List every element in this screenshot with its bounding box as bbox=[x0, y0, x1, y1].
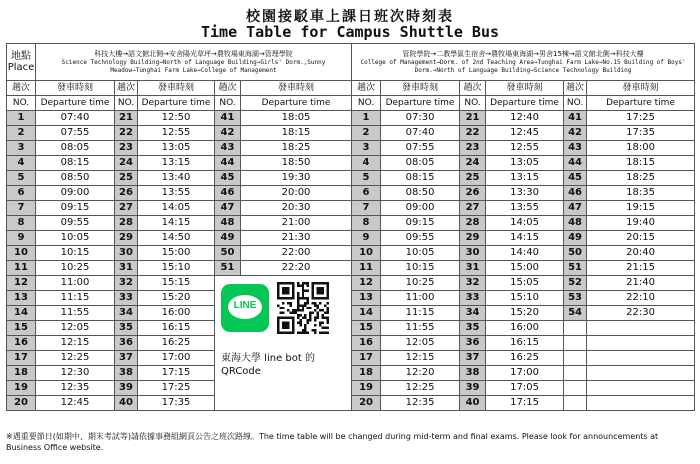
departure-time: 12:35 bbox=[36, 381, 115, 396]
trip-number: 46 bbox=[564, 186, 587, 201]
header-trip-en: NO. bbox=[7, 96, 36, 111]
departure-time: 08:05 bbox=[36, 141, 115, 156]
departure-time: 14:40 bbox=[486, 246, 564, 261]
trip-number: 20 bbox=[352, 396, 381, 411]
departure-time bbox=[587, 381, 695, 396]
departure-time: 09:00 bbox=[381, 201, 460, 216]
departure-time: 11:00 bbox=[36, 276, 115, 291]
departure-time: 11:15 bbox=[36, 291, 115, 306]
trip-number: 53 bbox=[564, 291, 587, 306]
header-trip-en: NO. bbox=[352, 96, 381, 111]
trip-number: 12 bbox=[7, 276, 36, 291]
trip-number: 43 bbox=[215, 141, 241, 156]
trip-number: 47 bbox=[564, 201, 587, 216]
departure-time: 13:15 bbox=[486, 171, 564, 186]
trip-number: 34 bbox=[115, 306, 138, 321]
departure-time: 21:15 bbox=[587, 261, 695, 276]
trip-number: 24 bbox=[460, 156, 486, 171]
trip-number: 13 bbox=[352, 291, 381, 306]
trip-number: 35 bbox=[460, 321, 486, 336]
trip-number: 1 bbox=[7, 111, 36, 126]
trip-number: 4 bbox=[7, 156, 36, 171]
departure-time: 15:20 bbox=[138, 291, 215, 306]
trip-number: 1 bbox=[352, 111, 381, 126]
trip-number: 49 bbox=[215, 231, 241, 246]
departure-time: 18:25 bbox=[587, 171, 695, 186]
trip-number: 30 bbox=[460, 246, 486, 261]
departure-time: 13:05 bbox=[138, 141, 215, 156]
trip-number: 45 bbox=[215, 171, 241, 186]
timetable-body bbox=[7, 44, 695, 411]
departure-time: 18:25 bbox=[241, 141, 352, 156]
trip-number: 30 bbox=[115, 246, 138, 261]
table-row bbox=[7, 276, 695, 291]
trip-number: 23 bbox=[115, 141, 138, 156]
trip-number: 33 bbox=[115, 291, 138, 306]
departure-time: 10:25 bbox=[36, 261, 115, 276]
header-dep-en: Departure time bbox=[381, 96, 460, 111]
trip-number: 31 bbox=[115, 261, 138, 276]
trip-number bbox=[564, 351, 587, 366]
header-row-zh bbox=[7, 81, 695, 96]
departure-time: 12:15 bbox=[381, 351, 460, 366]
route-right bbox=[352, 44, 695, 81]
trip-number bbox=[564, 381, 587, 396]
header-dep-zh: 發車時刻 bbox=[241, 81, 352, 96]
table-row bbox=[7, 216, 695, 231]
departure-time: 14:05 bbox=[138, 201, 215, 216]
departure-time: 12:05 bbox=[381, 336, 460, 351]
trip-number: 2 bbox=[352, 126, 381, 141]
trip-number: 5 bbox=[352, 171, 381, 186]
trip-number: 50 bbox=[564, 246, 587, 261]
header-trip-zh: 趟次 bbox=[352, 81, 381, 96]
trip-number: 16 bbox=[7, 336, 36, 351]
header-dep-zh: 發車時刻 bbox=[587, 81, 695, 96]
departure-time: 18:15 bbox=[241, 126, 352, 141]
trip-number: 34 bbox=[460, 306, 486, 321]
departure-time: 20:40 bbox=[587, 246, 695, 261]
trip-number: 19 bbox=[352, 381, 381, 396]
departure-time: 16:15 bbox=[138, 321, 215, 336]
departure-time: 08:15 bbox=[381, 171, 460, 186]
departure-time: 07:40 bbox=[381, 126, 460, 141]
line-qr-panel bbox=[215, 276, 340, 405]
route-right-zh: 管院學院→二教學區生宿舍→農牧場東海湖→男舍15棟→語文館北側→科技大樓 bbox=[402, 49, 644, 58]
departure-time: 13:30 bbox=[486, 186, 564, 201]
departure-time: 13:15 bbox=[138, 156, 215, 171]
table-row bbox=[7, 261, 695, 276]
departure-time: 11:00 bbox=[381, 291, 460, 306]
header-trip-zh: 趟次 bbox=[115, 81, 138, 96]
route-left bbox=[36, 44, 352, 81]
trip-number: 51 bbox=[564, 261, 587, 276]
trip-number: 27 bbox=[460, 201, 486, 216]
header-dep-zh: 發車時刻 bbox=[138, 81, 215, 96]
departure-time: 12:45 bbox=[36, 396, 115, 411]
departure-time: 14:05 bbox=[486, 216, 564, 231]
departure-time bbox=[587, 396, 695, 411]
departure-time: 09:55 bbox=[381, 231, 460, 246]
qr-code-icon[interactable] bbox=[277, 282, 329, 334]
trip-number: 25 bbox=[115, 171, 138, 186]
trip-number: 45 bbox=[564, 171, 587, 186]
departure-time: 14:15 bbox=[138, 216, 215, 231]
departure-time: 19:30 bbox=[241, 171, 352, 186]
departure-time bbox=[587, 366, 695, 381]
trip-number: 32 bbox=[460, 276, 486, 291]
trip-number: 25 bbox=[460, 171, 486, 186]
header-dep-en: Departure time bbox=[36, 96, 115, 111]
table-row bbox=[7, 141, 695, 156]
trip-number: 23 bbox=[460, 141, 486, 156]
footer-note: ※遇重要節日(如期中、期末考試等)請依據事務組網頁公告之班次路線。The time table will be changed during mid-term and final exams. Please look for announcements at Business Office website. bbox=[6, 432, 659, 452]
departure-time: 07:55 bbox=[36, 126, 115, 141]
trip-number bbox=[564, 366, 587, 381]
trip-number: 47 bbox=[215, 201, 241, 216]
trip-number: 15 bbox=[352, 321, 381, 336]
header-trip-zh: 趟次 bbox=[460, 81, 486, 96]
departure-time: 18:00 bbox=[587, 141, 695, 156]
table-row bbox=[7, 126, 695, 141]
departure-time: 17:35 bbox=[587, 126, 695, 141]
header-trip-en: NO. bbox=[460, 96, 486, 111]
table-row bbox=[7, 171, 695, 186]
route-left-zh: 科技大樓→語文館北側→安舍陽光草坪→農牧場東海湖→管理學院 bbox=[94, 49, 293, 58]
page-title-zh: 校園接駁車上課日班次時刻表 bbox=[246, 9, 454, 25]
trip-number: 26 bbox=[460, 186, 486, 201]
departure-time: 19:40 bbox=[587, 216, 695, 231]
table-row bbox=[7, 186, 695, 201]
departure-time: 13:05 bbox=[486, 156, 564, 171]
departure-time: 07:40 bbox=[36, 111, 115, 126]
trip-number: 46 bbox=[215, 186, 241, 201]
trip-number: 6 bbox=[352, 186, 381, 201]
departure-time: 18:35 bbox=[587, 186, 695, 201]
trip-number: 16 bbox=[352, 336, 381, 351]
trip-number: 3 bbox=[352, 141, 381, 156]
departure-time: 20:00 bbox=[241, 186, 352, 201]
trip-number: 12 bbox=[352, 276, 381, 291]
trip-number: 31 bbox=[460, 261, 486, 276]
departure-time: 08:50 bbox=[36, 171, 115, 186]
departure-time: 09:15 bbox=[381, 216, 460, 231]
header-dep-en: Departure time bbox=[486, 96, 564, 111]
page-title-en: Time Table for Campus Shuttle Bus bbox=[200, 23, 499, 41]
departure-time: 08:15 bbox=[36, 156, 115, 171]
departure-time: 12:50 bbox=[138, 111, 215, 126]
trip-number: 2 bbox=[7, 126, 36, 141]
place-label bbox=[7, 44, 36, 81]
trip-number: 5 bbox=[7, 171, 36, 186]
place-label-zh: 地點 bbox=[11, 51, 31, 62]
trip-number: 37 bbox=[115, 351, 138, 366]
departure-time: 07:30 bbox=[381, 111, 460, 126]
trip-number: 39 bbox=[115, 381, 138, 396]
departure-time: 21:40 bbox=[587, 276, 695, 291]
trip-number: 41 bbox=[215, 111, 241, 126]
table-row bbox=[7, 246, 695, 261]
trip-number: 48 bbox=[215, 216, 241, 231]
trip-number: 22 bbox=[115, 126, 138, 141]
table-row bbox=[7, 201, 695, 216]
departure-time: 17:25 bbox=[138, 381, 215, 396]
trip-number: 29 bbox=[115, 231, 138, 246]
departure-time: 17:25 bbox=[587, 111, 695, 126]
trip-number: 44 bbox=[564, 156, 587, 171]
trip-number: 37 bbox=[460, 351, 486, 366]
trip-number: 49 bbox=[564, 231, 587, 246]
departure-time: 17:15 bbox=[486, 396, 564, 411]
trip-number: 38 bbox=[460, 366, 486, 381]
trip-number: 10 bbox=[352, 246, 381, 261]
header-dep-zh: 發車時刻 bbox=[381, 81, 460, 96]
departure-time: 22:10 bbox=[587, 291, 695, 306]
trip-number: 11 bbox=[352, 261, 381, 276]
departure-time: 10:15 bbox=[381, 261, 460, 276]
trip-number: 35 bbox=[115, 321, 138, 336]
header-trip-en: NO. bbox=[215, 96, 241, 111]
departure-time: 16:25 bbox=[486, 351, 564, 366]
departure-time: 09:55 bbox=[36, 216, 115, 231]
trip-number: 38 bbox=[115, 366, 138, 381]
table-row bbox=[7, 156, 695, 171]
trip-number: 3 bbox=[7, 141, 36, 156]
departure-time: 17:05 bbox=[486, 381, 564, 396]
header-trip-en: NO. bbox=[564, 96, 587, 111]
departure-time bbox=[587, 336, 695, 351]
trip-number: 32 bbox=[115, 276, 138, 291]
trip-number: 9 bbox=[7, 231, 36, 246]
departure-time: 12:55 bbox=[138, 126, 215, 141]
departure-time: 16:25 bbox=[138, 336, 215, 351]
trip-number: 15 bbox=[7, 321, 36, 336]
departure-time bbox=[587, 321, 695, 336]
departure-time: 08:50 bbox=[381, 186, 460, 201]
trip-number: 21 bbox=[115, 111, 138, 126]
departure-time: 15:15 bbox=[138, 276, 215, 291]
departure-time: 15:10 bbox=[138, 261, 215, 276]
trip-number: 42 bbox=[215, 126, 241, 141]
timetable bbox=[6, 43, 695, 411]
trip-number: 13 bbox=[7, 291, 36, 306]
trip-number: 43 bbox=[564, 141, 587, 156]
trip-number: 7 bbox=[7, 201, 36, 216]
table-row bbox=[7, 231, 695, 246]
trip-number: 8 bbox=[352, 216, 381, 231]
trip-number bbox=[564, 321, 587, 336]
departure-time: 20:15 bbox=[587, 231, 695, 246]
departure-time: 09:00 bbox=[36, 186, 115, 201]
trip-number: 27 bbox=[115, 201, 138, 216]
departure-time: 12:40 bbox=[486, 111, 564, 126]
departure-time: 18:50 bbox=[241, 156, 352, 171]
trip-number: 42 bbox=[564, 126, 587, 141]
departure-time: 19:15 bbox=[587, 201, 695, 216]
departure-time: 12:45 bbox=[486, 126, 564, 141]
header-trip-en: NO. bbox=[115, 96, 138, 111]
trip-number: 52 bbox=[564, 276, 587, 291]
departure-time: 12:15 bbox=[36, 336, 115, 351]
trip-number: 24 bbox=[115, 156, 138, 171]
trip-number: 51 bbox=[215, 261, 241, 276]
departure-time: 17:35 bbox=[138, 396, 215, 411]
qr-caption: 東海大學 line bot 的 QRCode bbox=[221, 353, 315, 377]
departure-time: 11:15 bbox=[381, 306, 460, 321]
trip-number: 4 bbox=[352, 156, 381, 171]
departure-time: 15:20 bbox=[486, 306, 564, 321]
trip-number: 21 bbox=[460, 111, 486, 126]
departure-time: 13:55 bbox=[486, 201, 564, 216]
departure-time: 11:55 bbox=[36, 306, 115, 321]
route-right-en: College of Management→Dorm. of 2nd Teaching Area→Tunghai Farm Lake→No.15 Building of Boys' Dorm.→North of Language Building→Science Technology Building bbox=[360, 58, 686, 74]
trip-number: 8 bbox=[7, 216, 36, 231]
route-left-en: Science Technology Building→North of Language Building→Girls' Dorm.,Sunny Meadow→Tunghai Farm Lake→College of Management bbox=[61, 58, 326, 74]
trip-number: 14 bbox=[7, 306, 36, 321]
trip-number: 39 bbox=[460, 381, 486, 396]
trip-number: 40 bbox=[460, 396, 486, 411]
trip-number: 26 bbox=[115, 186, 138, 201]
departure-time: 11:55 bbox=[381, 321, 460, 336]
trip-number: 29 bbox=[460, 231, 486, 246]
trip-number: 33 bbox=[460, 291, 486, 306]
trip-number: 36 bbox=[460, 336, 486, 351]
departure-time: 17:15 bbox=[138, 366, 215, 381]
departure-time: 13:55 bbox=[138, 186, 215, 201]
departure-time: 12:35 bbox=[381, 396, 460, 411]
trip-number: 17 bbox=[7, 351, 36, 366]
header-dep-en: Departure time bbox=[587, 96, 695, 111]
departure-time: 15:00 bbox=[486, 261, 564, 276]
departure-time: 16:15 bbox=[486, 336, 564, 351]
trip-number: 48 bbox=[564, 216, 587, 231]
trip-number: 28 bbox=[115, 216, 138, 231]
departure-time: 12:55 bbox=[486, 141, 564, 156]
trip-number: 14 bbox=[352, 306, 381, 321]
departure-time bbox=[587, 351, 695, 366]
header-dep-zh: 發車時刻 bbox=[36, 81, 115, 96]
header-row-en bbox=[7, 96, 695, 111]
departure-time: 15:10 bbox=[486, 291, 564, 306]
departure-time: 18:05 bbox=[241, 111, 352, 126]
departure-time: 16:00 bbox=[138, 306, 215, 321]
header-trip-zh: 趟次 bbox=[7, 81, 36, 96]
header-trip-zh: 趟次 bbox=[564, 81, 587, 96]
departure-time: 22:00 bbox=[241, 246, 352, 261]
trip-number: 54 bbox=[564, 306, 587, 321]
trip-number: 9 bbox=[352, 231, 381, 246]
trip-number: 44 bbox=[215, 156, 241, 171]
route-row bbox=[7, 44, 695, 81]
departure-time: 13:40 bbox=[138, 171, 215, 186]
trip-number: 50 bbox=[215, 246, 241, 261]
trip-number: 18 bbox=[352, 366, 381, 381]
departure-time: 07:55 bbox=[381, 141, 460, 156]
departure-time: 18:15 bbox=[587, 156, 695, 171]
table-row bbox=[7, 111, 695, 126]
trip-number: 20 bbox=[7, 396, 36, 411]
departure-time: 09:15 bbox=[36, 201, 115, 216]
trip-number bbox=[564, 396, 587, 411]
departure-time: 15:00 bbox=[138, 246, 215, 261]
departure-time: 08:05 bbox=[381, 156, 460, 171]
trip-number: 19 bbox=[7, 381, 36, 396]
departure-time: 14:50 bbox=[138, 231, 215, 246]
header-dep-en: Departure time bbox=[241, 96, 352, 111]
departure-time: 10:05 bbox=[36, 231, 115, 246]
departure-time: 12:05 bbox=[36, 321, 115, 336]
header-trip-zh: 趟次 bbox=[215, 81, 241, 96]
place-label-en: Place bbox=[7, 62, 35, 73]
trip-number: 22 bbox=[460, 126, 486, 141]
trip-number: 28 bbox=[460, 216, 486, 231]
departure-time: 12:25 bbox=[36, 351, 115, 366]
header-dep-en: Departure time bbox=[138, 96, 215, 111]
trip-number: 17 bbox=[352, 351, 381, 366]
departure-time: 12:30 bbox=[36, 366, 115, 381]
departure-time: 12:20 bbox=[381, 366, 460, 381]
trip-number bbox=[564, 336, 587, 351]
departure-time: 22:20 bbox=[241, 261, 352, 276]
departure-time: 21:30 bbox=[241, 231, 352, 246]
trip-number: 11 bbox=[7, 261, 36, 276]
trip-number: 18 bbox=[7, 366, 36, 381]
departure-time: 10:15 bbox=[36, 246, 115, 261]
departure-time: 10:25 bbox=[381, 276, 460, 291]
departure-time: 17:00 bbox=[138, 351, 215, 366]
header-dep-zh: 發車時刻 bbox=[486, 81, 564, 96]
departure-time: 17:00 bbox=[486, 366, 564, 381]
trip-number: 40 bbox=[115, 396, 138, 411]
trip-number: 10 bbox=[7, 246, 36, 261]
departure-time: 16:00 bbox=[486, 321, 564, 336]
departure-time: 12:25 bbox=[381, 381, 460, 396]
qr-cell bbox=[215, 276, 352, 411]
departure-time: 10:05 bbox=[381, 246, 460, 261]
trip-number: 6 bbox=[7, 186, 36, 201]
departure-time: 21:00 bbox=[241, 216, 352, 231]
departure-time: 15:05 bbox=[486, 276, 564, 291]
trip-number: 41 bbox=[564, 111, 587, 126]
departure-time: 14:15 bbox=[486, 231, 564, 246]
trip-number: 7 bbox=[352, 201, 381, 216]
departure-time: 20:30 bbox=[241, 201, 352, 216]
line-logo-icon: LINE bbox=[221, 284, 269, 332]
departure-time: 22:30 bbox=[587, 306, 695, 321]
trip-number: 36 bbox=[115, 336, 138, 351]
